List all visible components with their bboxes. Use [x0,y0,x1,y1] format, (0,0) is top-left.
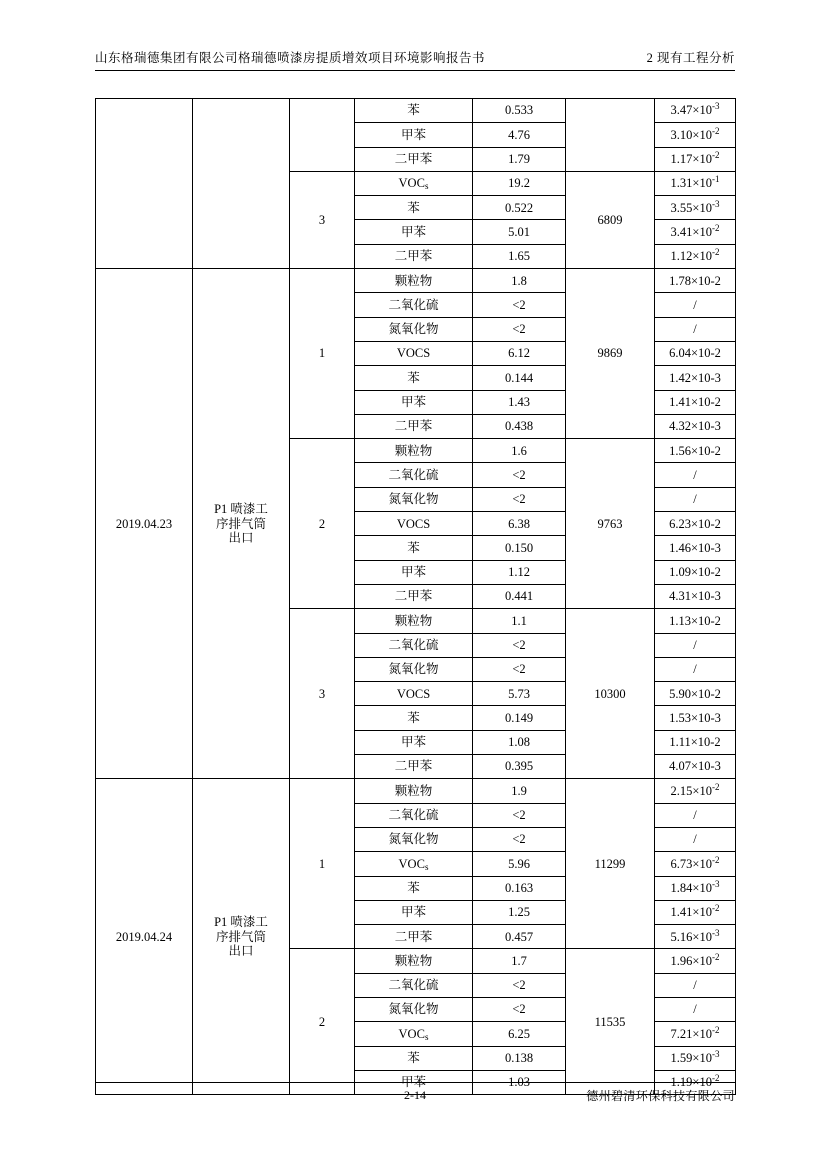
cell-monitor-item: 二甲苯 [355,414,473,438]
cell-monitor-item: 苯 [355,1046,473,1070]
cell-monitor-item: 甲苯 [355,220,473,244]
cell-concentration: 0.149 [473,706,566,730]
cell-emission-rate: / [655,803,736,827]
cell-emission-rate: $1.17\times 10^{-2}$ [655,147,736,171]
cell-monitor-item: 颗粒物 [355,269,473,293]
cell-emission-rate: $1.84\times 10^{-3}$ [655,876,736,900]
cell-monitor-item: 苯 [355,876,473,900]
cell-monitor-item: 氮氧化物 [355,827,473,851]
cell-emission-rate: $1.41\times 10^{-2}$ [655,900,736,924]
cell-concentration: 0.138 [473,1046,566,1070]
cell-concentration: 0.163 [473,876,566,900]
cell-emission-rate: 1.42×10-3 [655,366,736,390]
cell-monitor-item: 甲苯 [355,123,473,147]
cell-monitor-date: 2019.04.23 [96,269,193,779]
cell-emission-rate: $5.16\times 10^{-3}$ [655,925,736,949]
cell-emission-rate: / [655,293,736,317]
table-row [96,779,736,803]
cell-emission-rate: $1.96\times 10^{-2}$ [655,949,736,973]
cell-monitor-item: $VOC_s$ [355,1022,473,1046]
cell-emission-rate: 1.56×10-2 [655,439,736,463]
cell-emission-rate: / [655,463,736,487]
cell-concentration: 1.6 [473,439,566,463]
cell-monitor-item: 二甲苯 [355,244,473,268]
cell-emission-rate: $2.15\times 10^{-2}$ [655,779,736,803]
cell-monitor-item: 二甲苯 [355,147,473,171]
cell-monitor-item: 二氧化硫 [355,973,473,997]
cell-monitor-item: 颗粒物 [355,609,473,633]
cell-monitor-item: 苯 [355,706,473,730]
cell-monitor-point: P1 喷漆工 序排气筒 出口 [193,269,290,779]
cell-standard-flow: 9869 [566,269,655,439]
cell-emission-rate: / [655,633,736,657]
cell-monitor-item: 二甲苯 [355,755,473,779]
cell-emission-rate: / [655,487,736,511]
cell-emission-rate: 4.32×10-3 [655,414,736,438]
cell-emission-rate: 5.90×10-2 [655,682,736,706]
cell-emission-rate: $1.19\times 10^{-2}$ [655,1070,736,1094]
cell-emission-rate: 1.46×10-3 [655,536,736,560]
cell-monitor-item: 二甲苯 [355,584,473,608]
cell-monitor-item: 甲苯 [355,1070,473,1094]
cell-concentration: 5.01 [473,220,566,244]
cell-monitor-item: $VOC_s$ [355,852,473,876]
cell-concentration: <2 [473,633,566,657]
cell-concentration: 1.1 [473,609,566,633]
cell-concentration: 1.12 [473,560,566,584]
cell-emission-rate: $3.47\times 10^{-3}$ [655,99,736,123]
cell-monitor-item: 二甲苯 [355,925,473,949]
cell-emission-rate: 1.78×10-2 [655,269,736,293]
cell-monitor-item: 颗粒物 [355,439,473,463]
cell-emission-rate: $1.12\times 10^{-2}$ [655,244,736,268]
cell-monitor-seq: 1 [290,779,355,949]
cell-concentration: <2 [473,463,566,487]
cell-standard-flow: 11535 [566,949,655,1095]
cell-concentration: 19.2 [473,171,566,195]
cell-emission-rate: 4.31×10-3 [655,584,736,608]
cell-emission-rate: / [655,317,736,341]
cell-emission-rate: 1.41×10-2 [655,390,736,414]
cell-concentration: <2 [473,657,566,681]
cell-emission-rate: $1.31\times 10^{-1}$ [655,171,736,195]
cell-monitor-seq: 1 [290,269,355,439]
cell-concentration: 5.96 [473,852,566,876]
cell-emission-rate: 6.23×10-2 [655,512,736,536]
cell-concentration: 1.65 [473,244,566,268]
cell-concentration: <2 [473,487,566,511]
cell-emission-rate: 6.04×10-2 [655,341,736,365]
cell-monitor-item: 甲苯 [355,390,473,414]
cell-monitor-item: 二氧化硫 [355,803,473,827]
cell-monitor-item: 氮氧化物 [355,487,473,511]
footer-company: 德州碧清环保科技有限公司 [586,1089,735,1103]
cell-monitor-item: 二氧化硫 [355,293,473,317]
cell-concentration: 1.79 [473,147,566,171]
header-report-title: 山东格瑞德集团有限公司格瑞德喷漆房提质增效项目环境影响报告书 [95,51,486,65]
cell-standard-flow [566,99,655,172]
cell-concentration: <2 [473,973,566,997]
cell-concentration: 0.150 [473,536,566,560]
cell-emission-rate: 1.11×10-2 [655,730,736,754]
cell-monitor-item: 甲苯 [355,730,473,754]
cell-monitor-item: 颗粒物 [355,779,473,803]
cell-monitor-item: 颗粒物 [355,949,473,973]
cell-monitor-seq: 3 [290,609,355,779]
cell-concentration: 4.76 [473,123,566,147]
cell-standard-flow: 9763 [566,439,655,609]
cell-monitor-item: 氮氧化物 [355,317,473,341]
cell-monitor-item: $VOC_s$ [355,171,473,195]
cell-concentration: 0.522 [473,196,566,220]
cell-concentration: <2 [473,317,566,341]
cell-monitor-point [193,99,290,269]
cell-emission-rate: $3.10\times 10^{-2}$ [655,123,736,147]
cell-concentration: 0.395 [473,755,566,779]
cell-concentration: 0.533 [473,99,566,123]
cell-monitor-item: 二氧化硫 [355,633,473,657]
header-section-title: 2 现有工程分析 [646,51,735,65]
cell-concentration: <2 [473,997,566,1021]
cell-emission-rate: $3.41\times 10^{-2}$ [655,220,736,244]
cell-monitor-item: 苯 [355,99,473,123]
cell-concentration: 6.25 [473,1022,566,1046]
cell-standard-flow: 6809 [566,171,655,268]
cell-concentration: 1.25 [473,900,566,924]
cell-emission-rate: 1.53×10-3 [655,706,736,730]
cell-monitor-item: 苯 [355,196,473,220]
cell-emission-rate: / [655,827,736,851]
cell-concentration: 5.73 [473,682,566,706]
cell-standard-flow: 10300 [566,609,655,779]
cell-concentration: 1.03 [473,1070,566,1094]
cell-concentration: 0.441 [473,584,566,608]
cell-monitor-item: VOCS [355,682,473,706]
cell-concentration: 0.438 [473,414,566,438]
cell-monitor-seq: 2 [290,949,355,1095]
cell-monitor-item: 氮氧化物 [355,997,473,1021]
cell-concentration: 1.43 [473,390,566,414]
cell-emission-rate: / [655,657,736,681]
page-number: 2-14 [404,1088,426,1102]
cell-emission-rate: / [655,973,736,997]
cell-standard-flow: 11299 [566,779,655,949]
cell-monitor-item: 苯 [355,366,473,390]
cell-concentration: <2 [473,293,566,317]
cell-concentration: 6.38 [473,512,566,536]
cell-monitor-item: 苯 [355,536,473,560]
cell-monitor-seq [290,99,355,172]
cell-emission-rate: 1.13×10-2 [655,609,736,633]
cell-emission-rate: 1.09×10-2 [655,560,736,584]
cell-concentration: 1.9 [473,779,566,803]
cell-monitor-item: 甲苯 [355,560,473,584]
monitoring-data-table [95,98,736,1095]
table-row [96,99,736,123]
cell-monitor-item: VOCS [355,512,473,536]
cell-emission-rate: $1.59\times 10^{-3}$ [655,1046,736,1070]
cell-concentration: 1.08 [473,730,566,754]
page-footer [95,1082,735,1104]
cell-monitor-item: 甲苯 [355,900,473,924]
cell-monitor-seq: 3 [290,171,355,268]
cell-concentration: 1.8 [473,269,566,293]
cell-concentration: 1.7 [473,949,566,973]
cell-concentration: <2 [473,803,566,827]
cell-emission-rate: $7.21\times 10^{-2}$ [655,1022,736,1046]
table-row [96,269,736,293]
cell-monitor-point: P1 喷漆工 序排气筒 出口 [193,779,290,1095]
cell-emission-rate: $3.55\times 10^{-3}$ [655,196,736,220]
page-header [95,48,735,71]
cell-monitor-item: 二氧化硫 [355,463,473,487]
cell-emission-rate: $6.73\times 10^{-2}$ [655,852,736,876]
cell-monitor-date [96,99,193,269]
cell-emission-rate: 4.07×10-3 [655,755,736,779]
cell-monitor-item: VOCS [355,341,473,365]
cell-concentration: <2 [473,827,566,851]
cell-monitor-item: 氮氧化物 [355,657,473,681]
cell-monitor-seq: 2 [290,439,355,609]
cell-concentration: 6.12 [473,341,566,365]
cell-concentration: 0.144 [473,366,566,390]
cell-emission-rate: / [655,997,736,1021]
cell-monitor-date: 2019.04.24 [96,779,193,1095]
cell-concentration: 0.457 [473,925,566,949]
